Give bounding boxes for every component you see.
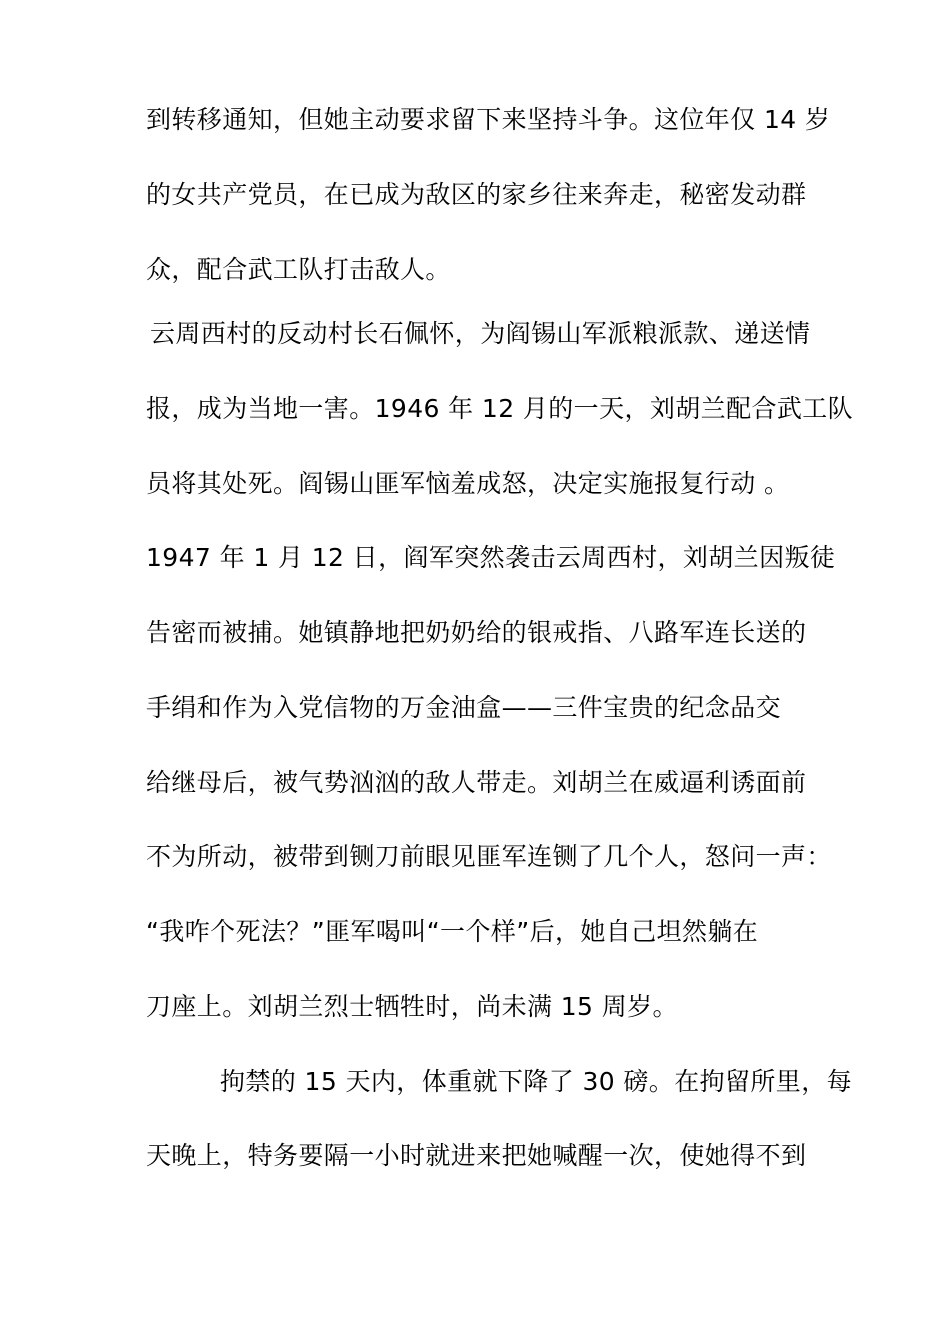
text-line: 的女共产党员，在已成为敌区的家乡往来奔走，秘密发动群: [146, 180, 807, 209]
text-line: 天晚上，特务要隔一小时就进来把她喊醒一次，使她得不到: [146, 1141, 807, 1170]
text-line: 员将其处死。阎锡山匪军恼羞成怒，决定实施报复行动 。: [146, 469, 790, 498]
text-line: 告密而被捕。她镇静地把奶奶给的银戒指、八路军连长送的: [146, 618, 807, 647]
text-line: 拘禁的 15 天内，体重就下降了 30 磅。在拘留所里，每: [220, 1067, 853, 1096]
text-line: 云周西村的反动村长石佩怀，为阎锡山军派粮派款、递送情: [150, 319, 811, 348]
text-line: “我咋个死法？”匪军喝叫“一个样”后，她自己坦然躺在: [146, 917, 759, 946]
text-line: 众，配合武工队打击敌人。: [146, 255, 451, 284]
text-line: 1947 年 1 月 12 日，阎军突然袭击云周西村，刘胡兰因叛徒: [146, 543, 836, 572]
text-line: 报，成为当地一害。1946 年 12 月的一天，刘胡兰配合武工队: [146, 394, 854, 423]
text-line: 手绢和作为入党信物的万金油盒——三件宝贵的纪念品交: [146, 693, 782, 722]
text-line: 不为所动，被带到铡刀前眼见匪军连铡了几个人，怒问一声：: [146, 842, 832, 871]
text-line: 到转移通知，但她主动要求留下来坚持斗争。这位年仅 14 岁: [146, 105, 831, 134]
text-line: 刀座上。刘胡兰烈士牺牲时，尚未满 15 周岁。: [146, 992, 678, 1021]
text-line: 给继母后，被气势汹汹的敌人带走。刘胡兰在威逼利诱面前: [146, 768, 807, 797]
